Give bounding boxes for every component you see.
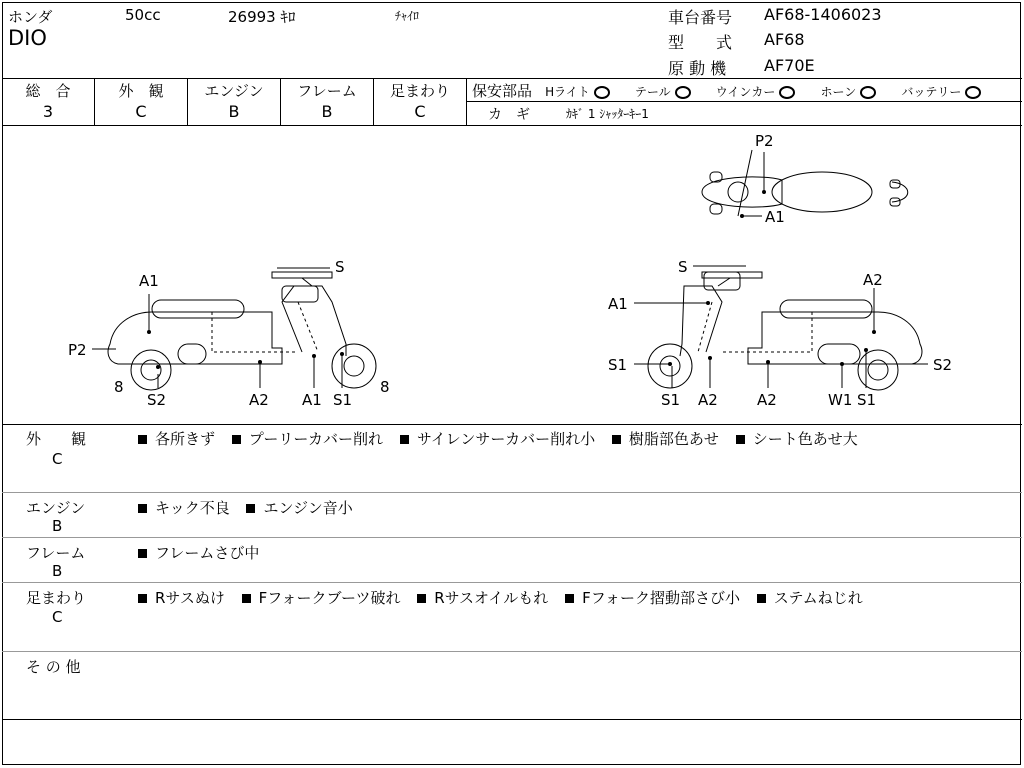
ok-circle-icon (675, 86, 691, 99)
label-left-a2: A2 (249, 391, 269, 409)
label-right-a1: A1 (608, 295, 628, 313)
damage-diagram (2, 126, 1022, 424)
engine-code: AF70E (764, 56, 815, 75)
grade-label: エンジン (204, 82, 264, 100)
label-right-a2b: A2 (698, 391, 718, 409)
safety-item-winker: ウインカー (716, 85, 796, 99)
label-right-s2: S2 (933, 356, 953, 374)
bullet-square-icon (736, 435, 745, 444)
note-category: 足まわり (26, 589, 87, 607)
grade-value: B (321, 102, 333, 121)
label-right-s1c: S1 (857, 391, 877, 409)
label-right-w1: W1 (828, 391, 853, 409)
model-label: 型 式 (668, 33, 733, 52)
note-category: エンジン (26, 499, 86, 517)
label-left-8a: 8 (114, 378, 124, 396)
bullet-square-icon (242, 594, 251, 603)
grade-value: 3 (42, 102, 54, 121)
grade-label: 足まわり (389, 82, 450, 100)
bullet-square-icon (246, 504, 255, 513)
bullet-square-icon (757, 594, 766, 603)
note-items: Rサスぬけ Fフォークブーツ破れ Rサスオイルもれ Fフォーク摺動部さび小 ステムねじれ (138, 587, 875, 608)
bullet-square-icon (417, 594, 426, 603)
note-grade: B (52, 562, 63, 580)
model-code: AF68 (764, 30, 805, 49)
note-category: 外 観 (26, 430, 87, 448)
bullet-square-icon (400, 435, 409, 444)
safety-item-battery: バッテリー (901, 85, 981, 99)
label-left-a1: A1 (139, 272, 159, 290)
bullet-square-icon (138, 504, 147, 513)
frame-no-label: 車台番号 (668, 8, 733, 27)
note-items: 各所きず プーリーカバー削れ サイレンサーカバー削れ小 樹脂部色あせ シート色あせ大 (138, 428, 870, 449)
note-grade: B (52, 517, 63, 535)
key-value: ｶｷﾞ 1 ｼｬｯﾀｰｷｰ1 (566, 107, 649, 121)
safety-item-tail: テール (635, 85, 691, 99)
safety-row (472, 80, 981, 101)
note-category: そ の 他 (26, 658, 81, 676)
note-grade: C (52, 450, 63, 468)
scooter-right-view (648, 272, 922, 390)
bullet-square-icon (138, 594, 147, 603)
model-name: DIO (8, 26, 47, 50)
bullet-square-icon (138, 435, 147, 444)
grade-value: C (414, 102, 426, 121)
label-left-s1: S1 (333, 391, 353, 409)
label-top-a1: A1 (765, 208, 785, 226)
ok-circle-icon (594, 86, 610, 99)
label-left-p2: P2 (68, 341, 87, 359)
bullet-square-icon (612, 435, 621, 444)
grade-label: フレーム (297, 82, 357, 100)
grade-label: 外 観 (118, 82, 164, 100)
label-left-s: S (335, 258, 345, 276)
note-grade: C (52, 608, 63, 626)
ok-circle-icon (779, 86, 795, 99)
safety-item-horn: ホーン (820, 85, 876, 99)
grade-value: C (135, 102, 147, 121)
key-label: カ ギ (488, 107, 530, 123)
ok-circle-icon (965, 86, 981, 99)
note-items: キック不良 エンジン音小 (138, 497, 365, 518)
grade-label: 総 合 (25, 82, 71, 100)
safety-item-headlight: Hライト (545, 85, 610, 99)
bullet-square-icon (232, 435, 241, 444)
grade-value: B (228, 102, 240, 121)
ok-circle-icon (860, 86, 876, 99)
label-right-s: S (678, 258, 688, 276)
label-right-s1b: S1 (661, 391, 681, 409)
note-category: フレーム (26, 544, 86, 562)
label-right-a2: A2 (863, 271, 883, 289)
label-left-8b: 8 (380, 378, 390, 396)
safety-label: 保安部品 (472, 82, 533, 100)
label-right-a2c: A2 (757, 391, 777, 409)
label-left-s2: S2 (147, 391, 167, 409)
mileage: 26993 ｷﾛ (228, 8, 296, 26)
scooter-top-view (702, 150, 908, 216)
label-top-p2: P2 (755, 132, 774, 150)
maker: ホンダ (8, 8, 53, 26)
bullet-square-icon (138, 549, 147, 558)
note-items: フレームさび中 (138, 542, 271, 563)
displacement: 50cc (125, 6, 161, 24)
color: ﾁｬｲﾛ (395, 9, 420, 23)
label-right-s1: S1 (608, 356, 628, 374)
engine-label: 原 動 機 (668, 59, 727, 78)
label-left-a1b: A1 (302, 391, 322, 409)
frame-no: AF68-1406023 (764, 5, 882, 24)
bullet-square-icon (565, 594, 574, 603)
